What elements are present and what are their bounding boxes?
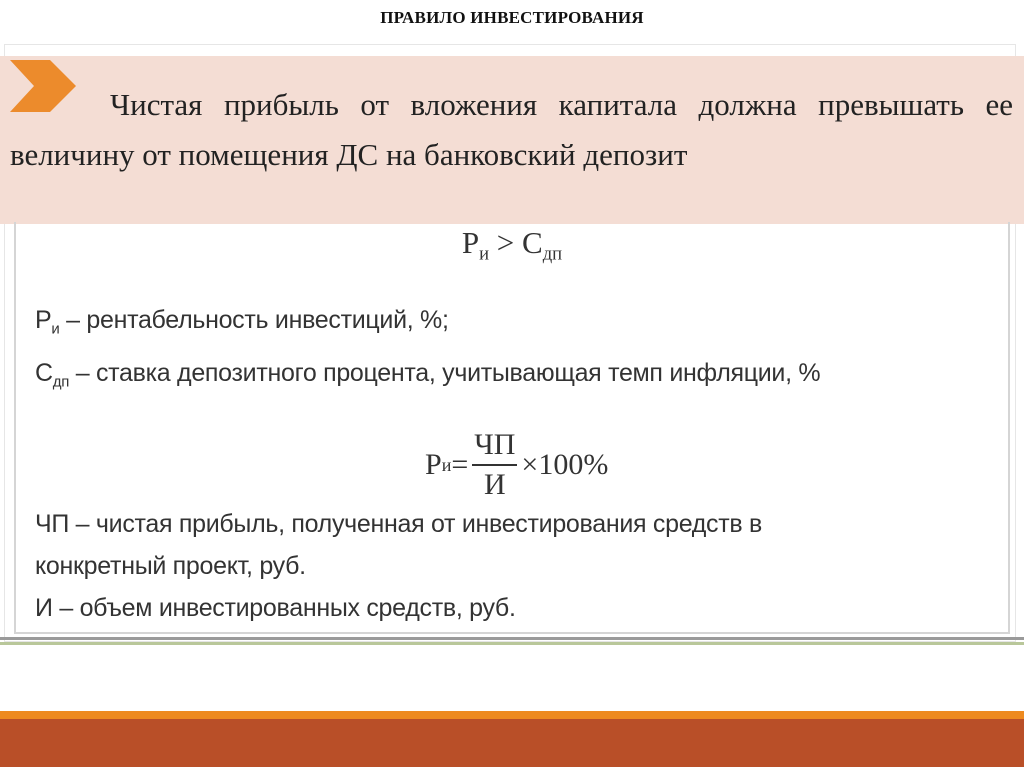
formula-rhs: С (522, 225, 543, 260)
definition-text: – ставка депозитного процента, учитывающая темп инфляции, % (69, 359, 821, 388)
fraction (472, 426, 517, 504)
definition-symbol-sub: и (51, 320, 60, 338)
fraction-numerator: ЧП (472, 426, 517, 466)
formula-lhs: Р (425, 448, 442, 481)
lead-statement: Чистая прибыль от вложения капитала должна превышать ее величину от помещения ДС на банковский депозит (10, 87, 1013, 172)
formula-operator: > (489, 225, 523, 260)
slide-title: ПРАВИЛО ИНВЕСТИРОВАНИЯ (380, 8, 644, 27)
divider-green (0, 642, 1024, 645)
definition-text: – рентабельность инвестиций, %; (59, 306, 449, 334)
footer-bar (0, 719, 1024, 767)
formula-multiplier: ×100% (521, 448, 609, 481)
definition-line: конкретный проект, руб. (35, 552, 306, 580)
definition-line: ЧП – чистая прибыль, полученная от инвестирования средств в (35, 510, 762, 538)
formula-equals: = (451, 448, 469, 481)
definition-item (35, 298, 995, 351)
definition-line: И – объем инвестированных средств, руб. (35, 594, 516, 622)
formula-lhs-sub: и (441, 454, 452, 475)
definitions-list-2 (35, 503, 995, 629)
formula-lhs: Р (461, 225, 480, 260)
definitions-list-1 (35, 298, 995, 405)
fraction-denominator: И (484, 468, 506, 501)
definition-item (35, 351, 995, 404)
formula-profitability (425, 420, 608, 510)
definition-symbol-sub: дп (52, 373, 70, 391)
divider-gray (0, 637, 1024, 640)
formula-inequality (0, 225, 1024, 266)
definition-symbol: Р (35, 306, 52, 334)
formula-rhs-sub: дп (542, 243, 563, 265)
formula-lhs-sub: и (479, 243, 490, 265)
footer-accent-bar (0, 711, 1024, 719)
definition-symbol: С (35, 359, 53, 388)
